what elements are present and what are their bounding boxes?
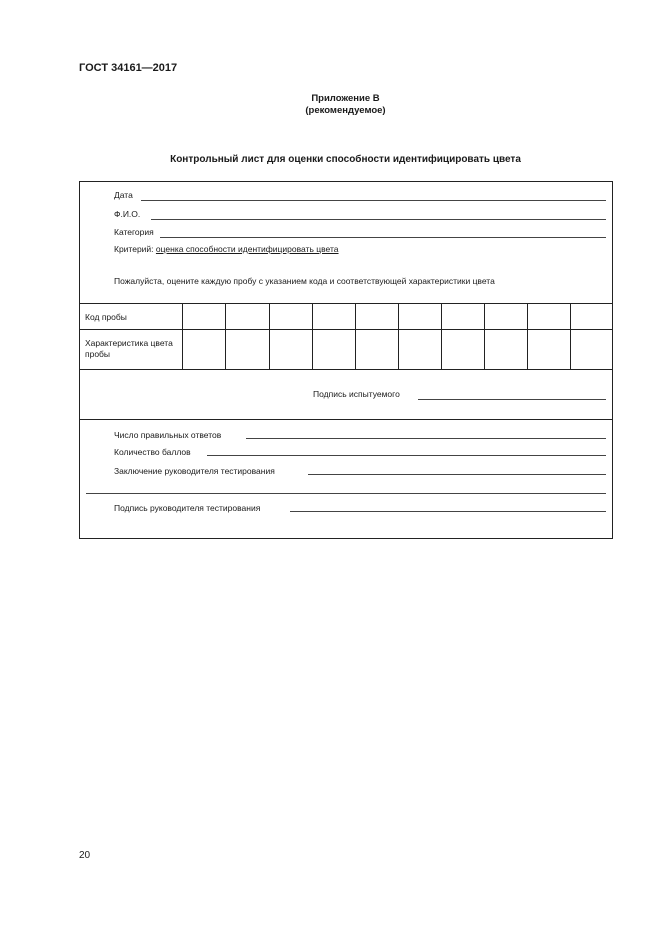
table-col-divider xyxy=(182,303,183,369)
table-col-divider xyxy=(312,303,313,369)
page-number: 20 xyxy=(79,850,91,861)
criterion-row xyxy=(114,244,339,254)
table-col-divider xyxy=(398,303,399,369)
table-bottom-border xyxy=(80,369,612,370)
name-field[interactable] xyxy=(151,219,606,220)
criterion-value: оценка способности идентифицировать цвета xyxy=(155,244,339,254)
annex-subtitle: (рекомендуемое) xyxy=(305,105,386,116)
table-col-divider xyxy=(441,303,442,369)
sample-code-label: Код пробы xyxy=(85,312,127,322)
supervisor-signature-label: Подпись руководителя тестирования xyxy=(114,503,261,513)
subject-signature-label: Подпись испытуемого xyxy=(313,389,400,399)
date-field[interactable] xyxy=(141,200,606,201)
form-frame xyxy=(79,181,613,539)
sample-color-label: Характеристика цвета пробы xyxy=(85,338,173,359)
table-row-divider xyxy=(80,329,612,330)
table-col-divider xyxy=(355,303,356,369)
table-col-divider xyxy=(570,303,571,369)
conclusion-field-extra[interactable] xyxy=(86,493,606,494)
instruction-text: Пожалуйста, оцените каждую пробу с указанием кода и соответствующей характеристики цвета xyxy=(114,276,495,286)
supervisor-signature-field[interactable] xyxy=(290,511,606,512)
table-col-divider xyxy=(527,303,528,369)
section-divider xyxy=(80,419,612,420)
conclusion-label: Заключение руководителя тестирования xyxy=(114,466,275,476)
name-label: Ф.И.О. xyxy=(114,209,141,219)
category-field[interactable] xyxy=(160,237,606,238)
form-title: Контрольный лист для оценки способности идентифицировать цвета xyxy=(170,154,521,165)
subject-signature-field[interactable] xyxy=(418,399,606,400)
table-top-border xyxy=(80,303,612,304)
standard-header: ГОСТ 34161—2017 xyxy=(79,62,178,74)
correct-answers-label: Число правильных ответов xyxy=(114,430,222,440)
date-label: Дата xyxy=(114,190,133,200)
table-col-divider xyxy=(225,303,226,369)
criterion-label: Критерий: xyxy=(114,244,154,254)
table-col-divider xyxy=(269,303,270,369)
score-field[interactable] xyxy=(207,455,606,456)
correct-answers-field[interactable] xyxy=(246,438,606,439)
table-col-divider xyxy=(484,303,485,369)
conclusion-field[interactable] xyxy=(308,474,606,475)
annex-title: Приложение В xyxy=(311,93,380,104)
score-label: Количество баллов xyxy=(114,447,191,457)
category-label: Категория xyxy=(114,227,154,237)
